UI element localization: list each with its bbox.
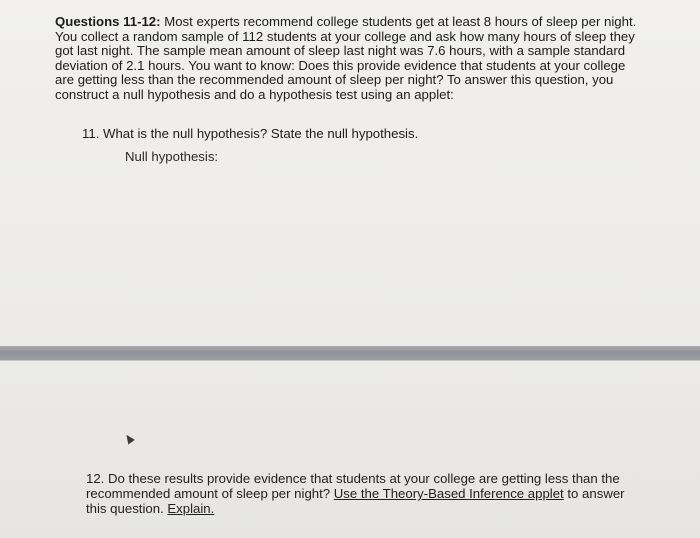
theory-based-inference-applet-link[interactable]: Use the Theory-Based Inference applet xyxy=(333,486,564,501)
explain-link[interactable]: Explain. xyxy=(167,501,215,516)
intro-body: Most experts recommend college students get at least 8 hours of sleep per night. You collect a random sample of 112 students at your college and ask how many hours of sleep they got last night. The sample mean amount of sleep last night was 7.6 hours, with a sample standard deviation of 2.1 hours. You want to know: Does this provide evidence that students at your college are getting less than the recommended amount of sleep per night? To answer this question, you construct a null hypothesis and do a hypothesis test using an applet: xyxy=(55,14,637,102)
question-11: 11. What is the null hypothesis? State the null hypothesis. xyxy=(82,126,419,141)
section-divider-bar xyxy=(0,346,700,360)
question-12-text: 12. Do these results provide evidence that students at your college are getting less than the recommended amount of sleep per night? xyxy=(86,471,620,501)
intro-paragraph xyxy=(55,15,640,103)
intro-lead: Questions 11-12: xyxy=(55,14,161,29)
null-hypothesis-label: Null hypothesis: xyxy=(125,149,219,164)
question-12 xyxy=(86,471,646,516)
mouse-cursor-icon xyxy=(123,433,135,445)
question-12-text-middle: to answer this question. xyxy=(86,486,625,516)
